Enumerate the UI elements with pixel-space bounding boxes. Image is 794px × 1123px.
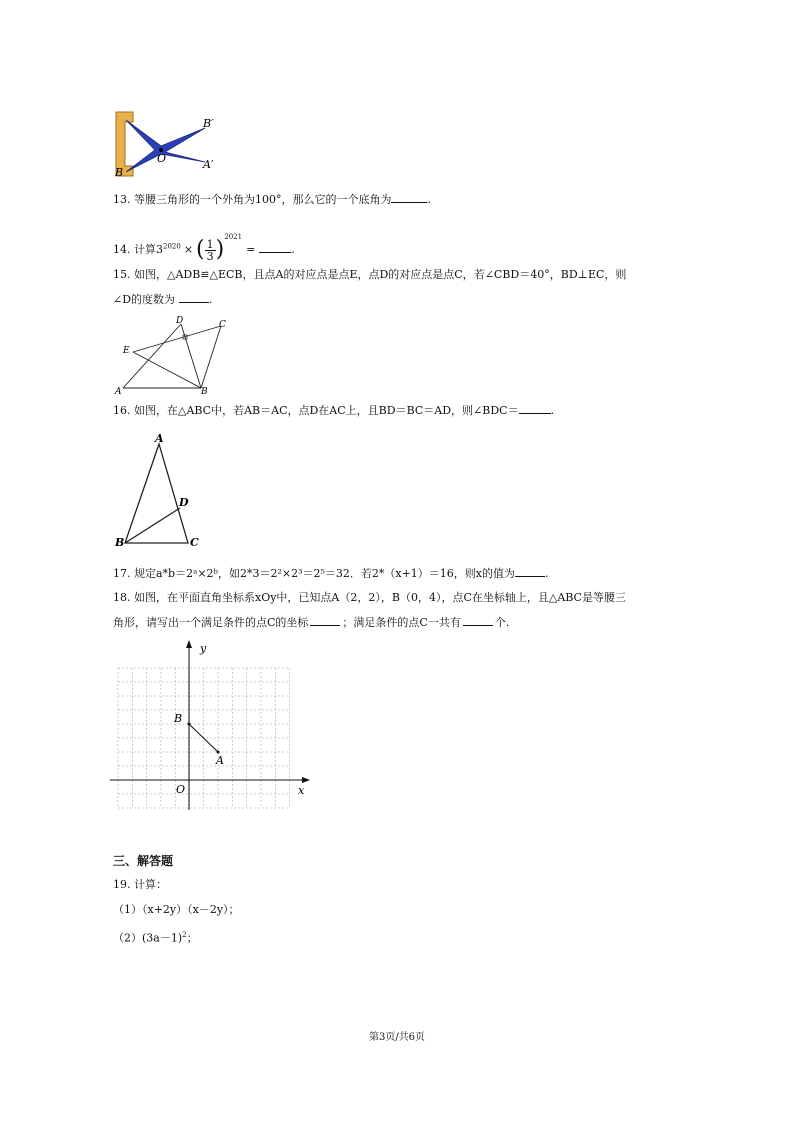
q16-blank bbox=[519, 403, 551, 414]
segment-eb bbox=[133, 352, 201, 388]
question-18-line1: 18. 如图，在平面直角坐标系xOy中，已知点A（2，2），B（0，4），点C在坐标轴上，且△ABC是等腰三 bbox=[113, 591, 626, 604]
x-axis-arrow bbox=[302, 777, 310, 783]
q17-blank bbox=[515, 566, 545, 577]
label-c: C bbox=[219, 320, 226, 330]
question-15-line1: 15. 如图，△ADB≌△ECB，且点A的对应点是点E，点D的对应点是点C，若∠CBD＝40°，BD⊥EC，则 bbox=[113, 268, 627, 281]
question-19-title: 19. 计算： bbox=[113, 878, 167, 891]
question-18-line2: 角形，请写出一个满足条件的点C的坐标 ；满足条件的点C一共有 个. bbox=[113, 616, 510, 629]
question-13: 13. 等腰三角形的一个外角为100°，那么它的一个底角为 . bbox=[113, 193, 431, 206]
q18-blank-count bbox=[463, 615, 493, 626]
segment-bd bbox=[125, 508, 180, 543]
label-b: B bbox=[174, 712, 183, 725]
label-x: x bbox=[298, 784, 305, 797]
question-17: 17. 规定a*b＝2ᵃ×2ᵇ，如2*3＝2²×2³＝2⁵＝32．若2*（x+1）＝16，则x的值为 . bbox=[113, 567, 549, 580]
q13-blank bbox=[391, 192, 427, 203]
label-d: D bbox=[179, 496, 189, 509]
label-e: E bbox=[123, 346, 130, 356]
label-b: B bbox=[115, 536, 125, 549]
figure-q16 bbox=[113, 430, 213, 550]
label-c: C bbox=[190, 536, 199, 549]
figure-q12 bbox=[113, 110, 223, 180]
label-a: A bbox=[115, 387, 122, 397]
segment-cb bbox=[201, 326, 221, 388]
label-a: A bbox=[155, 432, 164, 445]
question-19-part2: $(2)(3a-1)^2$； bbox=[113, 931, 198, 945]
label-a: A bbox=[216, 754, 224, 767]
label-o: O bbox=[176, 783, 186, 796]
point-b bbox=[188, 723, 191, 726]
segment-ba bbox=[189, 724, 218, 752]
q15-blank bbox=[179, 292, 209, 303]
triangle-abc bbox=[125, 444, 188, 543]
q13-text: 13. 等腰三角形的一个外角为100°，那么它的一个底角为 bbox=[113, 193, 392, 206]
question-14: 14. 计算$3^{2020}$ × ( $\frac{1}{3}$ )$^{2021}$= . bbox=[113, 233, 295, 263]
segment-ec bbox=[133, 326, 221, 352]
label-b: B bbox=[201, 387, 208, 397]
q14-blank bbox=[259, 242, 291, 253]
fraction-one-third: $\frac{1}{3}$ bbox=[206, 237, 214, 263]
q18-blank-coord bbox=[310, 615, 340, 626]
figure-q18-grid bbox=[110, 638, 320, 818]
label-y: y bbox=[200, 642, 207, 655]
section-title: 三、解答题 bbox=[113, 854, 174, 868]
figure-q15 bbox=[113, 314, 233, 398]
segment-ad bbox=[123, 324, 181, 388]
label-b-prime: B′ bbox=[203, 117, 214, 130]
segment-db bbox=[181, 324, 201, 388]
label-b: B bbox=[115, 166, 124, 179]
label-o: O bbox=[157, 152, 167, 165]
question-19-part1: （1）（x+2y）（x－2y）； bbox=[113, 903, 240, 916]
label-a-prime: A′ bbox=[203, 158, 214, 171]
question-16: 16. 如图，在△ABC中，若AB＝AC，点D在AC上，且BD＝BC＝AD，则∠BDC＝ . bbox=[113, 404, 555, 417]
page-footer: 第3页/共6页 bbox=[368, 1032, 426, 1043]
question-15-line2: ∠D的度数为 . bbox=[113, 293, 213, 306]
label-d: D bbox=[176, 316, 184, 326]
y-axis-arrow bbox=[186, 640, 192, 648]
